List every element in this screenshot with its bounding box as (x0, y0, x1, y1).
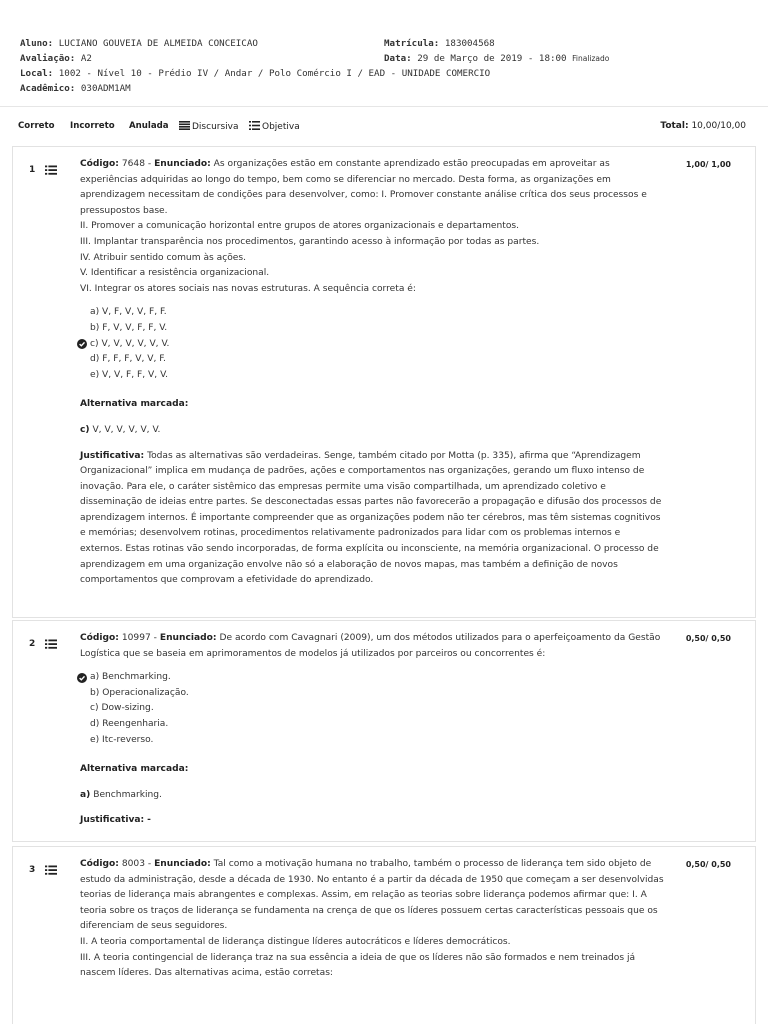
question-score: 1,00/ 1,00 (685, 160, 731, 169)
date-line: Data: 29 de Março de 2019 - 18:00 Finalizado (384, 53, 610, 64)
option-b: b) Operacionalização. (90, 687, 189, 698)
question-score: 0,50/ 0,50 (685, 860, 731, 869)
registration-number: 183004568 (444, 38, 495, 49)
justification: Justificativa: - (80, 815, 151, 826)
student-line: Aluno: LUCIANO GOUVEIA DE ALMEIDA CONCEICAO (20, 38, 258, 49)
filter-discursiva[interactable] (179, 121, 239, 132)
option-d: d) F, F, F, V, V, F. (90, 354, 166, 365)
filter-bar (0, 107, 768, 145)
location-line: Local: 1002 - Nível 10 - Prédio IV / Andar / Polo Comércio I / EAD - UNIDADE COMERCIO (20, 68, 491, 79)
question-card (12, 146, 756, 618)
exam-header (0, 0, 768, 107)
filter-anulada[interactable]: Anulada (129, 121, 169, 131)
date-value: 29 de Março de 2019 - 18:00 (417, 53, 567, 64)
marked-alternative-label: Alternativa marcada: (80, 399, 189, 410)
question-number: 1 (29, 165, 36, 175)
list-bullet-icon (45, 639, 57, 649)
question-statement: Código: 8003 - Enunciado: Tal como a motivação humana no trabalho, também o processo de liderança tem sido objeto de estudo da administração, desde a década de 1930. No entanto é a partir da década de 1950 que começam a ser desenvolvidas teorias de liderança mais abrangentes e complexas. Assim, em relação as teorias sobre liderança podemos afirmar que: I. A teoria sobre os traços de liderança se fundamenta na crença de que os líderes possuem certas características pessoais que os diferenciam de seus seguidores. (80, 859, 664, 932)
statement-line: V. Identificar a resistência organizacional. (80, 268, 270, 279)
list-bullet-icon (45, 165, 57, 175)
option-d: d) Reengenharia. (90, 718, 169, 729)
justification: Justificativa: Todas as alternativas são verdadeiras. Senge, também citado por Motta (p. 335), afirma que “Aprendizagem Organizacional” implica em mudança de padrões, ações e comportamentos nas organizações, gerando um fluxo intenso de inovação. Para ele, o caráter sistêmico das empresas permite uma visão compartilhada, um aprendizado coletivo e disseminação de ideias entre partes. Se desconectadas essas partes não favorecerão a propagação e difusão dos processos de aprendizagem internos. É importante compreender que as organizações podem não ter cérebros, mas têm sistemas cognitivos e memórias; desenvolvem rotinas, procedimentos relativamente padronizados para lidar com os problemas internos e externos. Estas rotinas vão sendo incorporadas, de forma explícita ou inconsciente, na memória organizacional. O processo de aprendizagem em uma organização envolve não só a elaboração de novos mapas, mas também a definição de novos comportamentos que comprovam a efetividade do aprendizado. (80, 450, 662, 586)
question-code: 7648 - (121, 159, 152, 169)
statement-line: III. Implantar transparência nos procedimentos, garantindo acesso à informação por todas as partes. (80, 236, 540, 247)
status-text: Finalizado (572, 54, 610, 63)
location-value: 1002 - Nível 10 - Prédio IV / Andar / Polo Comércio I / EAD - UNIDADE COMERCIO (58, 68, 491, 79)
question-body (80, 857, 665, 982)
statement-line: VI. Integrar os atores sociais nas novas estruturas. A sequência correta é: (80, 283, 416, 294)
options-list (80, 670, 665, 748)
filter-objetiva-label: Objetiva (262, 122, 300, 132)
question-statement: Código: 10997 - Enunciado: De acordo com Cavagnari (2009), um dos métodos utilizados para o aperfeiçoamento da Gestão Logística que se baseia em aprimoramentos de modelos já utilizados por parceiros ou concorrentes é: (80, 633, 661, 659)
academic-value: 030ADM1AM (80, 83, 131, 94)
filter-correto[interactable]: Correto (18, 121, 55, 131)
assessment-line: Avaliação: A2 (20, 53, 92, 64)
options-list (80, 305, 665, 383)
question-body (80, 157, 665, 589)
statement-line: IV. Atribuir sentido comum às ações. (80, 252, 247, 263)
marked-alternative: a) Benchmarking. (80, 789, 162, 800)
check-circle-icon (77, 339, 87, 349)
question-code: 10997 - (121, 633, 157, 643)
question-body (80, 631, 665, 829)
question-code: 8003 - (121, 859, 152, 869)
marked-alternative-label: Alternativa marcada: (80, 764, 189, 775)
student-name: LUCIANO GOUVEIA DE ALMEIDA CONCEICAO (58, 38, 258, 49)
filter-incorreto[interactable]: Incorreto (70, 121, 115, 131)
academic-line: Acadêmico: 030ADM1AM (20, 83, 131, 94)
question-statement: Código: 7648 - Enunciado: As organizações estão em constante aprendizado estão preocupadas em aproveitar as experiências adquiridas ao longo do tempo, bem como se diferenciar no mercado. Desta forma, as organizações em aprendizagem necessitam de condições para desenvolver, como: I. Promover constante análise crítica dos seus processos e pressupostos base. (80, 159, 647, 216)
list-icon (179, 121, 190, 130)
option-b: b) F, V, V, F, F, V. (90, 322, 168, 333)
option-a: a) V, F, V, V, F, F. (90, 307, 167, 318)
question-number: 2 (29, 639, 36, 649)
list-bullet-icon (249, 121, 260, 130)
option-a: a) Benchmarking. (90, 670, 665, 686)
statement-line: II. A teoria comportamental de liderança distingue líderes autocráticos e líderes democráticos. (80, 936, 511, 947)
question-score: 0,50/ 0,50 (685, 634, 731, 643)
marked-alternative: c) V, V, V, V, V, V. (80, 424, 161, 435)
assessment-value: A2 (80, 53, 92, 64)
question-card (12, 620, 756, 842)
question-card (12, 846, 756, 1024)
filter-discursiva-label: Discursiva (192, 122, 239, 132)
filter-objetiva[interactable] (249, 121, 300, 132)
list-bullet-icon (45, 865, 57, 875)
statement-line: III. A teoria contingencial de liderança traz na sua essência a ideia de que os líderes não são formados e nem treinados já nascem líderes. Das alternativas acima, estão corretas: (80, 952, 636, 979)
option-e: e) V, V, F, F, V, V. (90, 369, 169, 380)
option-e: e) Itc-reverso. (90, 734, 154, 745)
option-c: c) Dow-sizing. (90, 703, 154, 714)
option-c: c) V, V, V, V, V, V. (90, 337, 665, 353)
statement-line: II. Promover a comunicação horizontal entre grupos de atores organizacionais e departamentos. (80, 221, 520, 232)
registration-line: Matrícula: 183004568 (384, 38, 495, 49)
total-score: Total: 10,00/10,00 (660, 121, 746, 131)
question-number: 3 (29, 865, 36, 875)
check-circle-icon (77, 673, 87, 683)
